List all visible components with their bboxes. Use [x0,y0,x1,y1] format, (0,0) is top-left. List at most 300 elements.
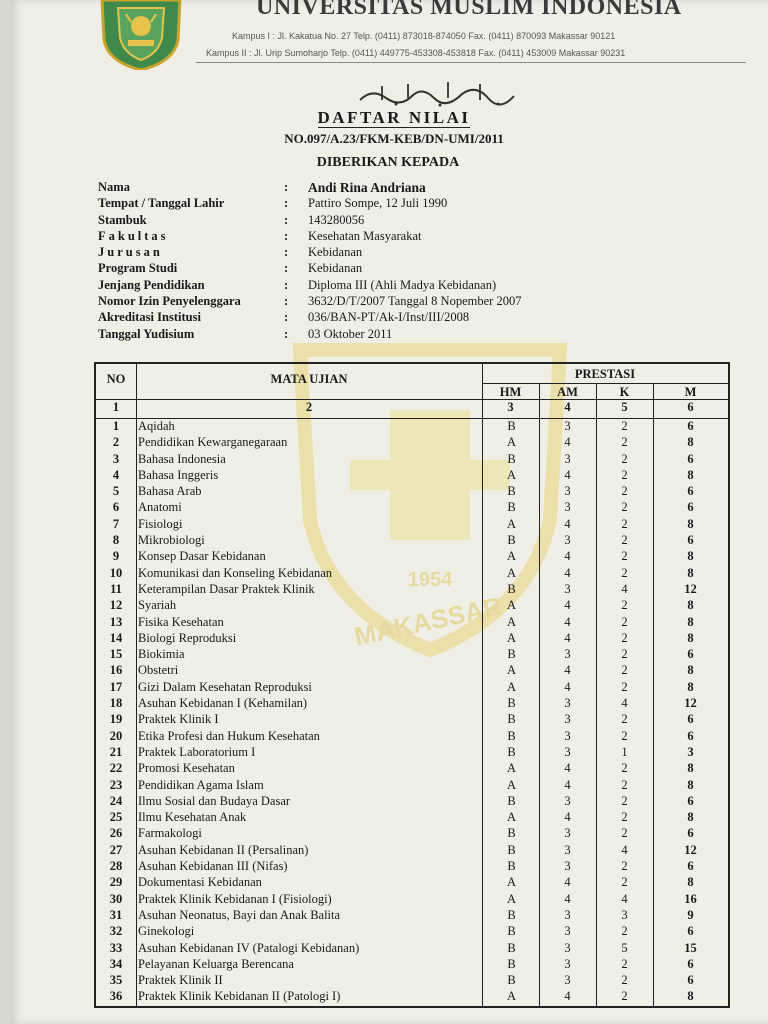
grade-k: 2 [621,516,628,531]
grade-am: 4 [564,875,571,890]
grade-am: 4 [564,549,571,564]
subject-name: Fisika Kesehatan [138,614,224,629]
subject-name: Gizi Dalam Kesehatan Reproduksi [138,679,312,694]
grade-am: 4 [564,435,571,450]
subject-name: Bahasa Arab [138,484,202,499]
grade-am: 4 [564,614,571,629]
grade-am: 3 [564,533,571,548]
grade-am: 3 [564,924,571,939]
grade-am: 4 [564,516,571,531]
info-row [98,229,738,245]
subject-name: Keterampilan Dasar Praktek Klinik [138,581,315,596]
grade-m: 8 [687,549,694,564]
header-k: K [619,385,630,399]
grade-hm: B [507,973,516,988]
row-number: 21 [109,744,123,759]
grade-hm: B [507,956,516,971]
grade-hm: A [506,549,517,564]
table-row [96,843,728,859]
document-number: NO.097/A.23/FKM-KEB/DN-UMI/2011 [284,131,504,146]
grade-k: 2 [621,777,628,792]
grade-m: 6 [687,419,694,433]
subject-name: Pelayanan Keluarga Berencana [138,956,294,971]
grade-m: 15 [684,940,697,955]
grade-m: 6 [687,826,694,841]
grade-k: 2 [621,419,628,433]
table-row [96,761,728,777]
grade-k: 2 [621,761,628,776]
info-value: Kesehatan Masyarakat [308,228,422,243]
info-colon: : [284,245,289,260]
grade-m: 8 [687,810,694,825]
subject-name: Biokimia [138,647,185,662]
colnum-6: 6 [687,400,694,414]
info-label: Jurusan [98,245,163,260]
colnum-4: 4 [564,400,571,414]
grade-hm: B [507,744,516,759]
info-label: Nama [98,180,130,194]
table-row [96,973,728,989]
table-row [96,794,728,810]
given-to-heading: DIBERIKAN KEPADA [316,155,460,170]
header-no: NO [106,372,126,386]
grade-hm: B [507,940,516,955]
row-number: 26 [109,826,123,841]
row-number: 23 [109,777,123,792]
row-number: 2 [112,435,120,450]
grade-k: 2 [621,549,628,564]
info-row [98,180,738,196]
grade-hm: B [507,859,516,874]
subject-name: Dokumentasi Kebidanan [138,875,262,890]
header-achievement: PRESTASI [574,367,636,381]
info-row [98,278,738,294]
subject-name: Praktek Klinik Kebidanan II (Patologi I) [138,989,341,1004]
info-label: Stambuk [98,212,147,227]
campus-1-address: Kampus I : Jl. Kakatua No. 27 Telp. (0411) 873018-874050 Fax. (0411) 870093 Makassar 90121 [232,31,616,41]
table-row [96,631,728,647]
grade-k: 2 [621,565,628,580]
grade-hm: B [507,842,516,857]
grade-hm: A [506,565,517,580]
table-row [96,582,728,598]
grade-m: 16 [684,891,697,906]
row-number: 9 [112,549,120,564]
info-colon: : [284,261,289,276]
grade-hm: A [506,467,517,482]
grade-k: 2 [621,630,628,645]
grade-m: 6 [687,924,694,939]
row-number: 27 [109,842,123,857]
grade-am: 4 [564,565,571,580]
colnum-5: 5 [621,400,628,414]
subject-name: Promosi Kesehatan [138,761,235,776]
table-row [96,484,728,500]
header-hm: HM [499,385,522,399]
grade-k: 2 [621,679,628,694]
grade-hm: A [506,810,517,825]
grade-hm: A [506,679,517,694]
grade-m: 9 [687,907,694,922]
table-row [96,892,728,908]
row-number: 35 [109,973,123,988]
row-number: 19 [109,712,123,727]
info-row [98,261,738,277]
bismillah-calligraphy-icon [352,78,522,110]
subject-name: Asuhan Kebidanan IV (Patalogi Kebidanan) [138,940,360,955]
grade-k: 5 [621,940,628,955]
subject-name: Anatomi [138,500,182,515]
grade-hm: B [507,924,516,939]
grade-m: 6 [687,859,694,874]
grade-m: 6 [687,647,694,662]
grade-m: 12 [684,842,697,857]
grade-k: 2 [621,956,628,971]
grade-m: 8 [687,614,694,629]
info-label: Tanggal Yudisium [98,326,195,341]
grade-hm: B [507,533,516,548]
row-number: 36 [109,989,123,1004]
row-number: 28 [109,859,123,874]
info-label: Fakultas [98,228,169,243]
grade-k: 2 [621,451,628,466]
table-row [96,647,728,663]
grade-k: 1 [621,744,628,759]
watermark-year: 1954 [407,569,453,591]
row-number: 6 [112,500,120,515]
table-row [96,680,728,696]
row-number: 16 [109,663,123,678]
table-row [96,468,728,484]
document-title: DAFTAR NILAI [317,108,471,127]
grade-hm: B [507,696,516,711]
table-row [96,712,728,728]
grade-am: 3 [564,793,571,808]
table-row [96,745,728,761]
info-value: 03 Oktober 2011 [308,326,393,341]
grade-am: 3 [564,744,571,759]
row-number: 17 [109,679,123,694]
row-number: 4 [112,467,120,482]
grade-m: 8 [687,989,694,1004]
row-number: 34 [109,956,123,971]
subject-name: Biologi Reproduksi [138,630,237,645]
grade-am: 4 [564,630,571,645]
info-label: Nomor Izin Penyelenggara [98,294,241,309]
row-number: 30 [109,891,123,906]
grade-am: 3 [564,956,571,971]
row-number: 8 [112,533,120,548]
grade-hm: B [507,419,516,433]
info-row [98,213,738,229]
table-row [96,452,728,468]
grade-k: 2 [621,614,628,629]
grade-k: 2 [621,810,628,825]
grade-am: 3 [564,419,571,433]
grades-table [94,362,730,1008]
grade-m: 6 [687,956,694,971]
subject-name: Etika Profesi dan Hukum Kesehatan [138,728,320,743]
row-number: 18 [109,696,123,711]
info-label: Tempat / Tanggal Lahir [98,196,225,211]
subject-name: Aqidah [138,419,175,433]
grade-k: 4 [621,696,628,711]
grade-hm: A [506,435,517,450]
row-number: 22 [109,761,123,776]
row-number: 14 [109,630,123,645]
info-value: Pattiro Sompe, 12 Juli 1990 [308,196,448,211]
grade-hm: A [506,891,517,906]
grade-k: 2 [621,435,628,450]
info-colon: : [284,228,289,243]
grade-hm: B [507,712,516,727]
grade-k: 2 [621,924,628,939]
info-row [98,245,738,261]
grade-m: 6 [687,451,694,466]
header-am: AM [557,385,578,399]
grade-hm: A [506,598,517,613]
grade-hm: B [507,500,516,515]
grade-hm: A [506,663,517,678]
row-number: 25 [109,810,123,825]
grades-table-body [96,419,728,1006]
table-row [96,810,728,826]
row-number: 12 [109,598,123,613]
grade-k: 2 [621,533,628,548]
info-row [98,294,738,310]
grade-hm: B [507,907,516,922]
info-value: 036/BAN-PT/Ak-I/Inst/III/2008 [308,310,470,325]
grade-am: 4 [564,891,571,906]
subject-name: Asuhan Kebidanan I (Kehamilan) [138,696,308,711]
header-m: M [684,385,697,399]
info-value: Kebidanan [308,245,363,260]
grade-am: 3 [564,581,571,596]
grade-am: 3 [564,500,571,515]
grade-am: 4 [564,467,571,482]
grade-am: 4 [564,761,571,776]
grade-k: 2 [621,484,628,499]
subject-name: Bahasa Indonesia [138,451,226,466]
grade-am: 3 [564,940,571,955]
grade-m: 12 [684,696,697,711]
grade-m: 6 [687,728,694,743]
grade-k: 2 [621,989,628,1004]
grade-m: 6 [687,793,694,808]
row-number: 33 [109,940,123,955]
table-row [96,957,728,973]
grade-am: 4 [564,679,571,694]
grade-am: 3 [564,712,571,727]
grade-hm: A [506,614,517,629]
table-row [96,696,728,712]
grade-am: 4 [564,663,571,678]
table-row [96,615,728,631]
grade-m: 8 [687,875,694,890]
grade-m: 8 [687,565,694,580]
row-number: 7 [112,516,120,531]
grade-m: 8 [687,516,694,531]
row-number: 11 [110,581,122,596]
info-value: Andi Rina Andriana [308,180,426,195]
subject-name: Praktek Klinik II [138,973,223,988]
university-logo-icon [98,0,184,70]
subject-name: Syariah [138,598,177,613]
grade-m: 8 [687,679,694,694]
table-row [96,729,728,745]
table-row [96,859,728,875]
table-row [96,566,728,582]
grade-k: 2 [621,467,628,482]
grade-am: 3 [564,728,571,743]
row-number: 13 [109,614,123,629]
info-colon: : [284,326,289,341]
watermark-city: MAKASSAR [351,590,505,652]
row-number: 3 [112,451,120,466]
grade-k: 2 [621,712,628,727]
subject-name: Bahasa Inggeris [138,467,219,482]
grade-k: 4 [621,842,628,857]
info-row [98,310,738,326]
subject-name: Asuhan Neonatus, Bayi dan Anak Balita [138,907,341,922]
grade-am: 3 [564,696,571,711]
grade-hm: B [507,826,516,841]
info-value: Kebidanan [308,261,363,276]
grade-m: 8 [687,777,694,792]
grade-am: 4 [564,810,571,825]
student-info [98,180,738,343]
grade-am: 3 [564,859,571,874]
info-label: Jenjang Pendidikan [98,277,205,292]
info-row [98,196,738,212]
subject-name: Asuhan Kebidanan II (Persalinan) [138,842,309,857]
grade-k: 4 [621,891,628,906]
subject-name: Obstetri [138,663,179,678]
grade-hm: A [506,989,517,1004]
grade-k: 2 [621,793,628,808]
grade-am: 3 [564,973,571,988]
grade-hm: A [506,630,517,645]
grade-am: 4 [564,777,571,792]
table-row [96,500,728,516]
subject-name: Pendidikan Agama Islam [138,777,264,792]
info-value: 143280056 [308,212,365,227]
grade-k: 2 [621,973,628,988]
grade-k: 2 [621,859,628,874]
row-number: 32 [109,924,123,939]
grade-am: 3 [564,451,571,466]
grade-m: 6 [687,533,694,548]
row-number: 29 [109,875,123,890]
grade-m: 8 [687,435,694,450]
table-row [96,598,728,614]
subject-name: Ilmu Sosial dan Budaya Dasar [138,793,291,808]
info-colon: : [284,212,289,227]
table-row [96,924,728,940]
info-colon: : [284,310,289,325]
grade-k: 2 [621,647,628,662]
row-number: 20 [109,728,123,743]
grade-k: 4 [621,581,628,596]
grade-am: 4 [564,598,571,613]
subject-name: Komunikasi dan Konseling Kebidanan [138,565,333,580]
grade-k: 3 [621,907,628,922]
grade-hm: A [506,516,517,531]
table-row [96,875,728,891]
colnum-1: 1 [112,400,120,414]
grade-hm: A [506,761,517,776]
row-number: 5 [112,484,120,499]
table-row [96,989,728,1005]
grade-k: 2 [621,826,628,841]
subject-name: Praktek Laboratorium I [138,744,256,759]
row-number: 31 [109,907,123,922]
info-colon: : [284,294,289,309]
grade-m: 8 [687,663,694,678]
table-row [96,778,728,794]
table-row [96,941,728,957]
grade-m: 12 [684,581,697,596]
row-number: 1 [112,419,120,433]
grade-k: 2 [621,500,628,515]
grade-hm: A [506,777,517,792]
grade-am: 4 [564,989,571,1004]
grade-am: 3 [564,842,571,857]
table-row [96,517,728,533]
grade-hm: B [507,793,516,808]
grade-hm: A [506,875,517,890]
colnum-3: 3 [507,400,514,414]
table-row [96,533,728,549]
grade-am: 3 [564,484,571,499]
info-label: Akreditasi Institusi [98,310,201,325]
grade-hm: B [507,728,516,743]
grade-k: 2 [621,598,628,613]
info-value: 3632/D/T/2007 Tanggal 8 Nopember 2007 [308,294,522,309]
grades-table-header [96,364,728,419]
grade-am: 3 [564,647,571,662]
grade-m: 3 [687,744,694,759]
grade-hm: B [507,451,516,466]
table-row [96,435,728,451]
info-label: Program Studi [98,261,178,276]
grade-m: 8 [687,761,694,776]
header-divider [196,62,746,63]
grade-k: 2 [621,728,628,743]
university-name: UNIVERSITAS MUSLIM INDONESIA [256,0,682,20]
subject-name: Ginekologi [138,924,195,939]
header-subject: MATA UJIAN [270,372,348,386]
grade-m: 6 [687,484,694,499]
table-row [96,826,728,842]
grade-hm: B [507,484,516,499]
table-row [96,663,728,679]
subject-name: Praktek Klinik I [138,712,219,727]
grade-k: 2 [621,663,628,678]
grade-k: 2 [621,875,628,890]
info-colon: : [284,277,289,292]
grade-hm: B [507,647,516,662]
grade-am: 3 [564,907,571,922]
subject-name: Konsep Dasar Kebidanan [138,549,266,564]
campus-2-address: Kampus II : Jl. Urip Sumoharjo Telp. (0411) 449775-453308-453818 Fax. (0411) 453009 Makassar 90231 [206,48,626,58]
colnum-2: 2 [305,400,313,414]
row-number: 10 [109,565,123,580]
grade-am: 3 [564,826,571,841]
info-colon: : [284,180,289,194]
grade-m: 6 [687,973,694,988]
subject-name: Pendidikan Kewarganegaraan [138,435,288,450]
